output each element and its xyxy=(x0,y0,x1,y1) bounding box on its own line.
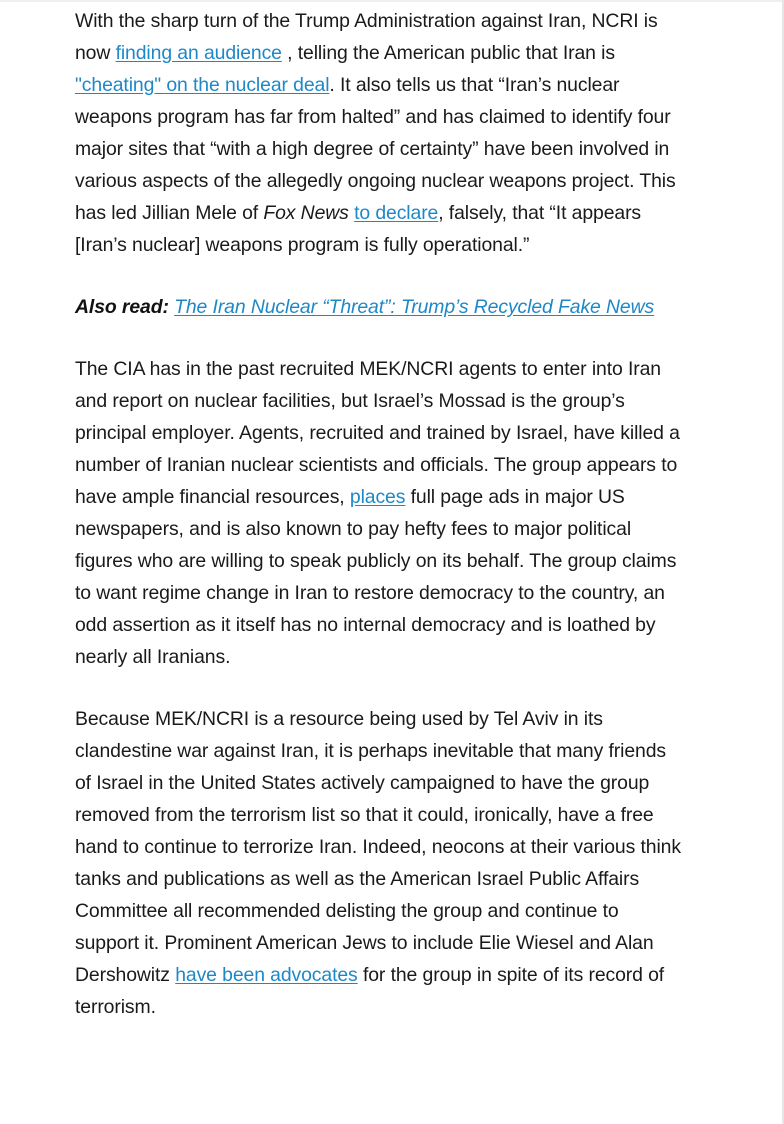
paragraph-tel-aviv xyxy=(75,703,683,1023)
text-segment: With the sharp turn of the Trump Administration against Iran, NCRI is now xyxy=(75,10,658,64)
top-border xyxy=(0,0,784,2)
paragraph-ncri-audience xyxy=(75,5,683,261)
places-link[interactable]: places xyxy=(349,486,406,508)
also-read-callout xyxy=(75,291,683,323)
text-segment: , falsely, that “It appears [Iran’s nuclear] weapons program is fully operational.” xyxy=(75,202,642,256)
text-segment: for the group in spite of its record of terrorism. xyxy=(75,964,665,1018)
text-segment: full page ads in major US newspapers, and is also known to pay hefty fees to major political figures who are willing to speak publicly on its behalf. The group claims to want regime change in Iran to restore democracy to the country, an odd assertion as it itself has no internal democracy and is loathed by nearly all Iranians. xyxy=(75,486,677,668)
text-segment: The CIA has in the past recruited MEK/NCRI agents to enter into Iran and report on nuclear facilities, but Israel’s Mossad is the group’s principal employer. Agents, recruited and trained by Israel, have killed a number of Iranian nuclear scientists and officials. The group appears to have ample financial resources, xyxy=(75,358,680,508)
fox-news-emphasis: Fox News xyxy=(263,202,349,224)
paragraph-cia-mossad xyxy=(75,353,683,673)
have-been-advocates-link[interactable]: have been advocates xyxy=(175,964,358,986)
text-segment: . It also tells us that “Iran’s nuclear weapons program has far from halted” and has claimed to identify four major sites that “with a high degree of certainty” have been involved in various aspects of the allegedly ongoing nuclear weapons project. This has led Jillian Mele of xyxy=(75,74,676,224)
to-declare-link[interactable]: to declare xyxy=(354,202,439,224)
text-segment: , telling the American public that Iran is xyxy=(281,42,615,64)
also-read-label: Also read: xyxy=(75,296,169,318)
also-read-article-link[interactable]: The Iran Nuclear “Threat”: Trump’s Recycled Fake News xyxy=(174,296,655,318)
article-body xyxy=(75,5,683,1053)
finding-an-audience-link[interactable]: finding an audience xyxy=(115,42,282,64)
text-segment: Because MEK/NCRI is a resource being used by Tel Aviv in its clandestine war against Iran, it is perhaps inevitable that many friends of Israel in the United States actively campaigned to have the group removed from the terrorism list so that it could, ironically, have a free hand to continue to terrorize Iran. Indeed, neocons at their various think tanks and publications as well as the American Israel Public Affairs Committee all recommended delisting the group and continue to support it. Prominent American Jews to include Elie Wiesel and Alan Dershowitz xyxy=(75,708,681,986)
cheating-nuclear-deal-link[interactable]: "cheating" on the nuclear deal xyxy=(75,74,330,96)
